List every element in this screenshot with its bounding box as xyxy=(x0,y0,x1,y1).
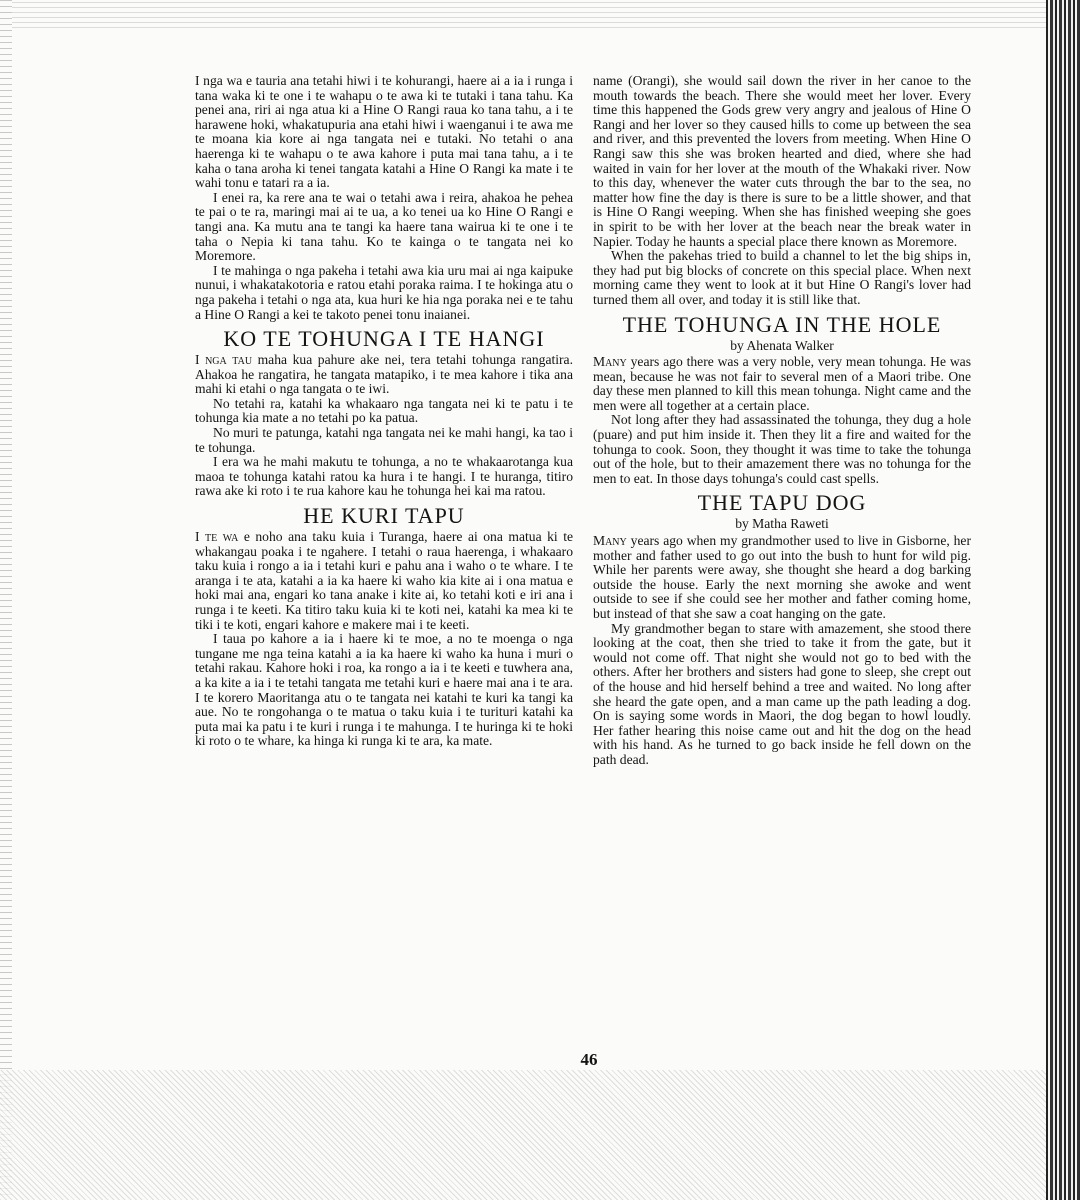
story-paragraph: I era wa he mahi makutu te tohunga, a no te whakaarotanga kua maoa te tohunga katahi ratou ka hura i te hangi. I te huranga, titiro rawa ake ki roto i te rua kahore kau he tohunga hei kai ma ratou. xyxy=(195,454,573,499)
story-paragraph-text: e noho ana taku kuia i Turanga, haere ai ona matua ki te whakangau poaka i te ngahere. I tetahi o raua haerenga, i whakaaro taku kuia i rongo a ia i tetahi kuri e pahu ana i waho o te whare. I te aranga i te ata, katahi a ia ka haere ki waho kia kite ai i ona matua e hoki mai ana, engari ko tana anake i kite ai, ko tetahi koti e iri ana i runga i te keeti. Ka titiro taku kuia ki te koti nei, katahi ka mea ki te tiki i te koti, engari kahore e makere mai i te keeti. xyxy=(195,529,574,632)
story-paragraph-text: years ago when my grandmother used to live in Gisborne, her mother and father used to go out into the bush to hunt for wild pig. While her parents were away, she thought she heard a dog barking outside the house. Early the next morning she awoke and went outside to see if she could see her mother and father coming home, but instead of that she saw a coat hanging on the gate. xyxy=(593,533,971,621)
story-paragraph xyxy=(593,534,971,622)
story-paragraph xyxy=(195,530,573,632)
story-title-ko-te-tohunga: KO TE TOHUNGA I TE HANGI xyxy=(223,326,545,352)
story-byline: by Ahenata Walker xyxy=(730,337,834,353)
story-lead-words: Many xyxy=(593,533,627,549)
scan-edge-right xyxy=(1046,0,1080,1200)
story-lead-words: Many xyxy=(593,354,627,370)
story-paragraph: I taua po kahore a ia i haere ki te moe, a no te moenga o nga tungane me nga teina katahi a ia ka haere ki waho ka huna i muri o tetahi rakau. Kahore hoki i roa, ka rongo a ia i te keeti e tuwhera ana, a ka kite a ia i te tetahi tangata me tetahi kuri e haere mai ana i te ara. I te korero Maoritanga atu o te tangata nei katahi te kuri ka tangi ka aue. No te rongohanga o te matua o taku kuia i te turituri katahi ka puta mai ka patu i te kuri i runga i te mahunga. I te huringa ki te hoki ki roto o te whare, ka hinga ki runga ki te ara, ka mate. xyxy=(195,631,573,749)
scan-noise-top xyxy=(0,0,1060,28)
maori-intro-paragraph-3: I te mahinga o nga pakeha i tetahi awa kia uru mai ai nga kaipuke nunui, i whakatakotoria e ratou etahi poraka raima. I te hokinga atu o nga pakeha i tetahi o nga ata, kua huri ke hia nga poraka nei e te tahu a Hine O Rangi a kei te takoto penei tonu inaianei. xyxy=(195,262,573,322)
story-paragraph: No muri te patunga, katahi nga tangata nei ke mahi hangi, ka tao i te tohunga. xyxy=(195,425,573,455)
scan-noise-bottom xyxy=(0,1070,1046,1200)
right-column xyxy=(593,74,971,768)
story-paragraph-text: years ago there was a very noble, very mean tohunga. He was mean, because he was not fair to several men of a Maori tribe. One day these men planned to kill this mean tohunga. Night came and the men were all together at a certain place. xyxy=(593,354,971,413)
story-title-the-tapu-dog: THE TAPU DOG xyxy=(697,490,867,516)
page-number: 46 xyxy=(580,1050,598,1069)
english-intro-paragraph-2: When the pakehas tried to build a channel to let the big ships in, they had put big blocks of concrete on this special place. When next morning came they went to look at it but Hine O Rangi's lover had turned them all over, and today it is still like that. xyxy=(593,248,971,307)
maori-intro-paragraph-1: I nga wa e tauria ana tetahi hiwi i te kohurangi, haere ai a ia i runga i tana waka ki te one i te wahapu o te awa ki te tutaki i tana tahu. Ka penei ana, riri ai nga atua ki a Hine O Rangi raua ko tana tahu, a i te harawene hoki, whakatupuria ana etahi hiwi i waenganui i te awa me te moana kia kore ai nga tangata nei e tutaki. No tetahi o ana haerenga ki te wahapu o te awa kahore i puta mai tana tahu, a i te kaha o tana aroha ki tenei tangata katahi a Hine O Rangi ka mate i te wahi tonu e tatari ra a ia. xyxy=(195,73,573,191)
english-intro-paragraph-1: name (Orangi), she would sail down the river in her canoe to the mouth towards the beach. There she would meet her lover. Every time this happened the Gods grew very angry and jealous of Hine O Rangi and her lover so they caused hills to come up between the sea and river, and this prevented the lovers from meeting. When Hine O Rangi saw this she was broken hearted and died, where she had waited in vain for her lover at the mouth of the Whakaki river. Now to this day, whenever the water cuts through the bar to the sea, no matter how fine the day is there is sure to be a little shower, and that is Hine O Rangi weeping. When she has finished weeping she goes in spirit to be with her lover at the beach near the break water in Napier. Today he haunts a special place there known as Moremore. xyxy=(593,73,971,249)
story-paragraph-text: maha kua pahure ake nei, tera tetahi tohunga rangatira. Ahakoa he rangatira, he tangata matapiko, i te mea kahore i tika ana mahi ki etahi o nga tangata o te iwi. xyxy=(195,352,573,397)
story-paragraph xyxy=(195,353,573,397)
left-column xyxy=(195,74,573,749)
story-paragraph: No tetahi ra, katahi ka whakaaro nga tangata nei ki te patu i te tohunga kia mate a no tetahi po ka patua. xyxy=(195,395,573,426)
story-title-he-kuri-tapu: HE KURI TAPU xyxy=(303,503,465,529)
scan-noise-left xyxy=(0,0,12,1200)
story-paragraph xyxy=(593,355,971,413)
story-paragraph: Not long after they had assassinated the tohunga, they dug a hole (puare) and put him inside it. Then they lit a fire and waited for the tohunga to cook. Soon, they thought it was time to take the tohunga out of the hole, but to their amazement there was no tohunga for the men to eat. In those days tohunga's could cast spells. xyxy=(593,412,971,486)
story-lead-words: I te wa xyxy=(195,529,239,545)
story-byline: by Matha Raweti xyxy=(735,516,829,532)
story-lead-words: I nga tau xyxy=(195,352,253,368)
maori-intro-paragraph-2: I enei ra, ka rere ana te wai o tetahi awa i reira, ahakoa he pehea te pai o te ra, maringi mai ai te ua, a ko tenei ua ko Hine O Rangi e tangi ana. Ka mutu ana te tangi ka haere tana wairua ki te one i te taha o Nepia ki tana tahu. Ko te kainga o te tangata nei ko Moremore. xyxy=(195,189,573,264)
story-title-tohunga-in-the-hole: THE TOHUNGA IN THE HOLE xyxy=(622,311,942,337)
story-paragraph: My grandmother began to stare with amazement, she stood there looking at the coat, then she tried to take it from the gate, but it would not come off. That night she would not go to bed with the others. After her brothers and sisters had gone to sleep, she crept out of the house and hid herself behind a tree and waited. No long after she heard the gate open, and a man came up the path leading a dog. On is saying some words in Maori, the dog began to howl loudly. Her father hearing this noise came out and hit the dog on the head with his hand. As he turned to go back inside he fell down on the path dead. xyxy=(593,620,971,767)
